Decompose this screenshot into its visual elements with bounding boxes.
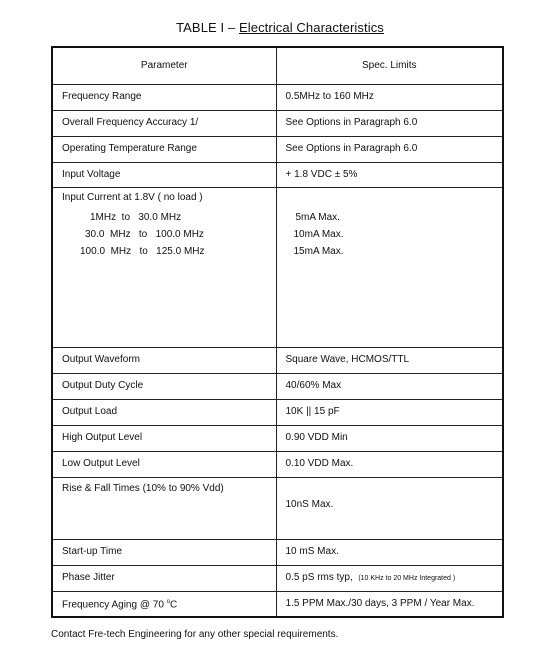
range-item: 1MHz to 30.0 MHz	[90, 211, 182, 223]
limit-cell: 0.10 VDD Max.	[276, 451, 503, 477]
header-limits: Spec. Limits	[276, 47, 503, 84]
table-row	[52, 84, 503, 110]
jitter-note: (10 KHz to 20 MHz Integrated )	[358, 574, 456, 582]
parameter-cell: Output Duty Cycle	[52, 373, 276, 399]
parameter-cell: Start-up Time	[52, 539, 276, 565]
limit-cell: See Options in Paragraph 6.0	[276, 110, 503, 136]
parameter-cell: High Output Level	[52, 425, 276, 451]
current-value: 5mA Max.	[295, 211, 340, 223]
limit-cell: 40/60% Max	[276, 373, 503, 399]
input-current-label: Input Current at 1.8V ( no load )	[62, 191, 203, 203]
limit-cell	[276, 565, 503, 591]
degree-symbol: o	[166, 599, 171, 606]
range-item: 100.0 MHz to 125.0 MHz	[80, 245, 205, 257]
limit-cell: + 1.8 VDC ± 5%	[276, 162, 503, 187]
limit-cell: 0.5MHz to 160 MHz	[276, 84, 503, 110]
rise-fall-row	[52, 477, 503, 539]
header-parameter: Parameter	[52, 47, 276, 84]
table-row	[52, 565, 503, 591]
parameter-cell: Frequency Range	[52, 84, 276, 110]
table-row	[52, 373, 503, 399]
table-row	[52, 136, 503, 162]
limit-cell: 10K || 15 pF	[276, 399, 503, 425]
limit-cell: 1.5 PPM Max./30 days, 3 PPM / Year Max.	[276, 591, 503, 617]
limit-cell: 0.90 VDD Min	[276, 425, 503, 451]
parameter-cell	[52, 591, 276, 617]
jitter-value: 0.5 pS rms typ,	[285, 571, 353, 583]
parameter-cell: Input Voltage	[52, 162, 276, 187]
table-title	[0, 20, 560, 35]
table-number: TABLE I –	[176, 20, 239, 35]
table-row	[52, 110, 503, 136]
limit-cell: See Options in Paragraph 6.0	[276, 136, 503, 162]
table-row	[52, 591, 503, 617]
parameter-cell: Overall Frequency Accuracy 1/	[52, 110, 276, 136]
rise-fall-value: 10nS Max.	[285, 499, 334, 510]
input-current-row	[52, 187, 503, 347]
table-row	[52, 539, 503, 565]
footer-note: Contact Fre-tech Engineering for any other special requirements.	[51, 629, 339, 640]
range-item: 30.0 MHz to 100.0 MHz	[85, 228, 204, 240]
parameter-cell: Operating Temperature Range	[52, 136, 276, 162]
electrical-characteristics-table	[51, 46, 504, 618]
current-value: 10mA Max.	[293, 228, 344, 240]
limit-cell	[276, 477, 503, 539]
input-current-values	[276, 187, 503, 347]
current-value: 15mA Max.	[293, 245, 344, 257]
limit-cell: Square Wave, HCMOS/TTL	[276, 347, 503, 373]
table-row	[52, 162, 503, 187]
table-row	[52, 399, 503, 425]
parameter-cell: Low Output Level	[52, 451, 276, 477]
table-row	[52, 451, 503, 477]
parameter-cell: Output Waveform	[52, 347, 276, 373]
limit-cell: 10 mS Max.	[276, 539, 503, 565]
table-row	[52, 425, 503, 451]
aging-unit: C	[170, 599, 178, 611]
aging-label: Frequency Aging @ 70	[62, 599, 164, 611]
table-header-row	[52, 47, 503, 84]
table-caption: Electrical Characteristics	[238, 20, 384, 35]
input-current-cell	[52, 187, 276, 347]
parameter-cell: Phase Jitter	[52, 565, 276, 591]
parameter-cell: Rise & Fall Times (10% to 90% Vdd)	[52, 477, 276, 539]
parameter-cell: Output Load	[52, 399, 276, 425]
frequency-ranges	[62, 205, 276, 262]
table-row	[52, 347, 503, 373]
